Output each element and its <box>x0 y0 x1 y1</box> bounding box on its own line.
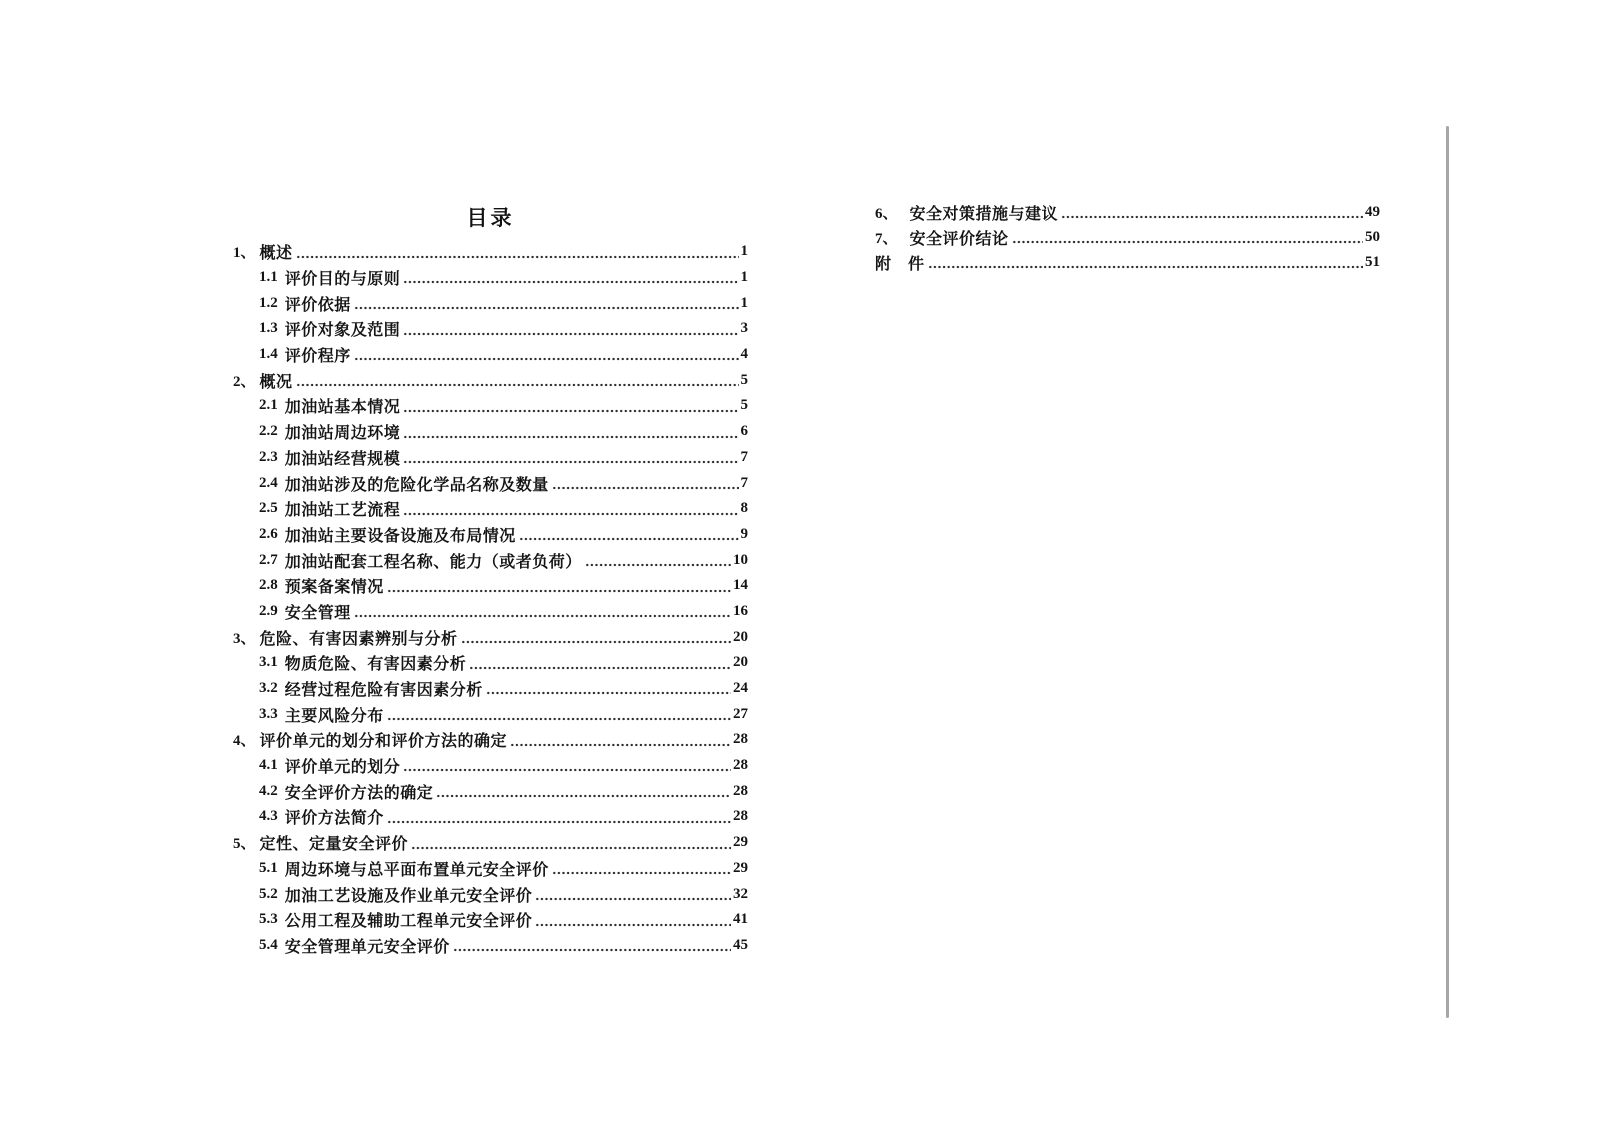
toc-entry-label: 物质危险、有害因素分析 <box>284 656 467 674</box>
toc-entry[interactable] <box>233 342 748 368</box>
toc-entry-number: 2.5 <box>259 500 278 517</box>
toc-entry-page: 14 <box>733 577 748 594</box>
toc-entry-label: 评价对象及范围 <box>284 322 401 340</box>
toc-entry[interactable] <box>875 225 1380 250</box>
toc-entry-label: 加油站工艺流程 <box>284 502 401 520</box>
toc-entry[interactable] <box>233 778 748 804</box>
toc-entry[interactable] <box>233 907 748 933</box>
toc-entry-label: 经营过程危险有害因素分析 <box>284 682 483 700</box>
toc-entry-label: 安全评价结论 <box>909 231 1009 248</box>
toc-entry-number: 1.2 <box>259 294 278 311</box>
toc-entry-page: 49 <box>1365 204 1380 220</box>
toc-entry-number: 2.6 <box>259 525 278 542</box>
toc-entry-label: 预案备案情况 <box>284 579 384 597</box>
toc-list-left <box>233 239 748 958</box>
toc-entry[interactable] <box>233 419 748 445</box>
toc-entry[interactable] <box>233 599 748 625</box>
toc-entry-page: 7 <box>740 474 748 491</box>
toc-entry-number: 1.4 <box>259 346 278 363</box>
toc-entry-label: 评价目的与原则 <box>284 271 401 289</box>
toc-entry[interactable] <box>233 547 748 573</box>
toc-entry[interactable] <box>233 727 748 753</box>
toc-entry-label: 评价程序 <box>284 348 351 366</box>
toc-entry[interactable] <box>233 676 748 702</box>
toc-entry-number: 7、 <box>875 231 898 247</box>
toc-entry[interactable] <box>233 239 748 265</box>
toc-entry-page: 45 <box>733 936 748 953</box>
toc-entry-page: 28 <box>733 782 748 799</box>
dot-leader <box>486 676 731 702</box>
toc-entry[interactable] <box>233 522 748 548</box>
toc-entry-page: 4 <box>740 346 748 363</box>
toc-entry-number: 1.3 <box>259 320 278 337</box>
toc-entry-number: 2.2 <box>259 423 278 440</box>
toc-entry-label: 概况 <box>259 373 293 391</box>
toc-entry[interactable] <box>875 200 1380 225</box>
toc-entry-number: 3.2 <box>259 680 278 697</box>
toc-entry[interactable] <box>233 881 748 907</box>
toc-entry-page: 3 <box>740 320 748 337</box>
toc-entry-page: 10 <box>733 551 748 568</box>
dot-leader <box>403 265 738 291</box>
toc-entry-number: 2.1 <box>259 397 278 414</box>
toc-entry-label: 公用工程及辅助工程单元安全评价 <box>284 913 533 931</box>
toc-entry-label: 评价依据 <box>284 296 351 314</box>
toc-entry-label: 加油站周边环境 <box>284 425 401 443</box>
toc-entry-page: 1 <box>740 269 748 286</box>
toc-entry-number: 5、 <box>233 836 256 853</box>
toc-entry[interactable] <box>233 856 748 882</box>
toc-entry-label: 附 件 <box>875 256 925 273</box>
dot-leader <box>552 856 731 882</box>
dot-leader <box>469 650 731 676</box>
dot-leader <box>296 367 739 393</box>
dot-leader <box>387 804 731 830</box>
scrollbar-thumb[interactable] <box>1446 126 1449 1018</box>
toc-entry-label: 概述 <box>259 245 293 263</box>
toc-entry-page: 51 <box>1365 254 1380 270</box>
toc-entry-number: 3.3 <box>259 705 278 722</box>
toc-entry[interactable] <box>233 933 748 959</box>
dot-leader <box>436 778 731 804</box>
toc-entry[interactable] <box>233 470 748 496</box>
toc-entry-label: 评价单元的划分 <box>284 759 401 777</box>
toc-entry-number: 5.4 <box>259 936 278 953</box>
dot-leader <box>535 881 731 907</box>
toc-entry-number: 2.7 <box>259 551 278 568</box>
toc-entry-number: 4.2 <box>259 782 278 799</box>
page-2 <box>875 200 1380 275</box>
toc-entry[interactable] <box>233 624 748 650</box>
toc-entry-number: 6、 <box>875 206 898 222</box>
toc-entry[interactable] <box>233 830 748 856</box>
toc-entry[interactable] <box>875 250 1380 275</box>
toc-entry-number: 1.1 <box>259 269 278 286</box>
toc-entry-number: 2.9 <box>259 602 278 619</box>
toc-entry-page: 6 <box>740 423 748 440</box>
toc-entry-page: 24 <box>733 680 748 697</box>
dot-leader <box>585 547 731 573</box>
toc-entry-page: 32 <box>733 885 748 902</box>
toc-entry-label: 加油站经营规模 <box>284 450 401 468</box>
toc-entry[interactable] <box>233 804 748 830</box>
toc-entry-page: 5 <box>740 371 748 388</box>
toc-entry-page: 1 <box>740 243 748 260</box>
toc-entry-page: 1 <box>740 294 748 311</box>
toc-entry-number: 3.1 <box>259 654 278 671</box>
dot-leader <box>1061 200 1363 225</box>
dot-leader <box>354 290 739 316</box>
toc-entry-page: 29 <box>733 859 748 876</box>
toc-entry-label: 加油站主要设备设施及布局情况 <box>284 527 516 545</box>
dot-leader <box>403 753 731 779</box>
toc-entry-label: 安全评价方法的确定 <box>284 784 434 802</box>
toc-entry-label: 安全管理 <box>284 604 351 622</box>
toc-entry-page: 28 <box>733 757 748 774</box>
dot-leader <box>453 933 731 959</box>
toc-entry-label: 定性、定量安全评价 <box>259 836 409 854</box>
dot-leader <box>354 342 739 368</box>
toc-title: 目录 <box>466 206 515 230</box>
toc-entry-number: 5.2 <box>259 885 278 902</box>
toc-entry-label: 安全管理单元安全评价 <box>284 938 450 956</box>
toc-entry-number: 5.3 <box>259 911 278 928</box>
toc-entry-number: 4、 <box>233 733 256 750</box>
dot-leader <box>1012 225 1363 250</box>
toc-entry-number: 4.3 <box>259 808 278 825</box>
toc-entry-page: 20 <box>733 654 748 671</box>
toc-entry-label: 加油站涉及的危险化学品名称及数量 <box>284 476 549 494</box>
toc-entry[interactable] <box>233 573 748 599</box>
dot-leader <box>403 445 738 471</box>
toc-entry-page: 9 <box>740 525 748 542</box>
toc-entry-page: 16 <box>733 602 748 619</box>
toc-entry-number: 2、 <box>233 373 256 390</box>
toc-entry-page: 7 <box>740 448 748 465</box>
toc-entry[interactable] <box>233 445 748 471</box>
toc-entry-number: 5.1 <box>259 859 278 876</box>
dot-leader <box>403 393 738 419</box>
toc-entry[interactable] <box>233 290 748 316</box>
toc-entry-page: 41 <box>733 911 748 928</box>
toc-entry[interactable] <box>233 701 748 727</box>
toc-entry-page: 29 <box>733 834 748 851</box>
toc-entry-page: 28 <box>733 731 748 748</box>
toc-entry-label: 危险、有害因素辨别与分析 <box>259 630 458 648</box>
dot-leader <box>387 573 731 599</box>
toc-entry[interactable] <box>233 367 748 393</box>
dot-leader <box>928 250 1363 275</box>
toc-entry[interactable] <box>233 265 748 291</box>
page-1 <box>233 204 748 958</box>
toc-entry-page: 20 <box>733 628 748 645</box>
toc-entry-page: 5 <box>740 397 748 414</box>
dot-leader <box>510 727 731 753</box>
toc-list-right <box>875 200 1380 275</box>
toc-entry-page: 28 <box>733 808 748 825</box>
dot-leader <box>411 830 731 856</box>
toc-entry-label: 周边环境与总平面布置单元安全评价 <box>284 861 549 879</box>
toc-entry-label: 评价方法简介 <box>284 810 384 828</box>
toc-entry-label: 加油站基本情况 <box>284 399 401 417</box>
toc-entry-label: 加油工艺设施及作业单元安全评价 <box>284 887 533 905</box>
toc-entry-number: 4.1 <box>259 757 278 774</box>
toc-entry[interactable] <box>233 753 748 779</box>
dot-leader <box>387 701 731 727</box>
toc-entry-label: 安全对策措施与建议 <box>909 206 1059 223</box>
toc-entry-number: 2.3 <box>259 448 278 465</box>
toc-entry-label: 评价单元的划分和评价方法的确定 <box>259 733 508 751</box>
toc-entry-page: 50 <box>1365 229 1380 245</box>
dot-leader <box>354 599 731 625</box>
toc-entry-number: 2.4 <box>259 474 278 491</box>
dot-leader <box>296 239 739 265</box>
toc-entry[interactable] <box>233 496 748 522</box>
toc-entry[interactable] <box>233 650 748 676</box>
dot-leader <box>403 316 738 342</box>
dot-leader <box>519 522 739 548</box>
dot-leader <box>403 419 738 445</box>
toc-entry-label: 主要风险分布 <box>284 707 384 725</box>
dot-leader <box>535 907 731 933</box>
toc-entry-page: 8 <box>740 500 748 517</box>
dot-leader <box>552 470 739 496</box>
dot-leader <box>461 624 731 650</box>
toc-entry[interactable] <box>233 393 748 419</box>
toc-entry-number: 2.8 <box>259 577 278 594</box>
toc-entry-page: 27 <box>733 705 748 722</box>
toc-entry[interactable] <box>233 316 748 342</box>
toc-entry-label: 加油站配套工程名称、能力（或者负荷） <box>284 553 582 571</box>
dot-leader <box>403 496 738 522</box>
toc-entry-number: 1、 <box>233 245 256 262</box>
toc-entry-number: 3、 <box>233 630 256 647</box>
